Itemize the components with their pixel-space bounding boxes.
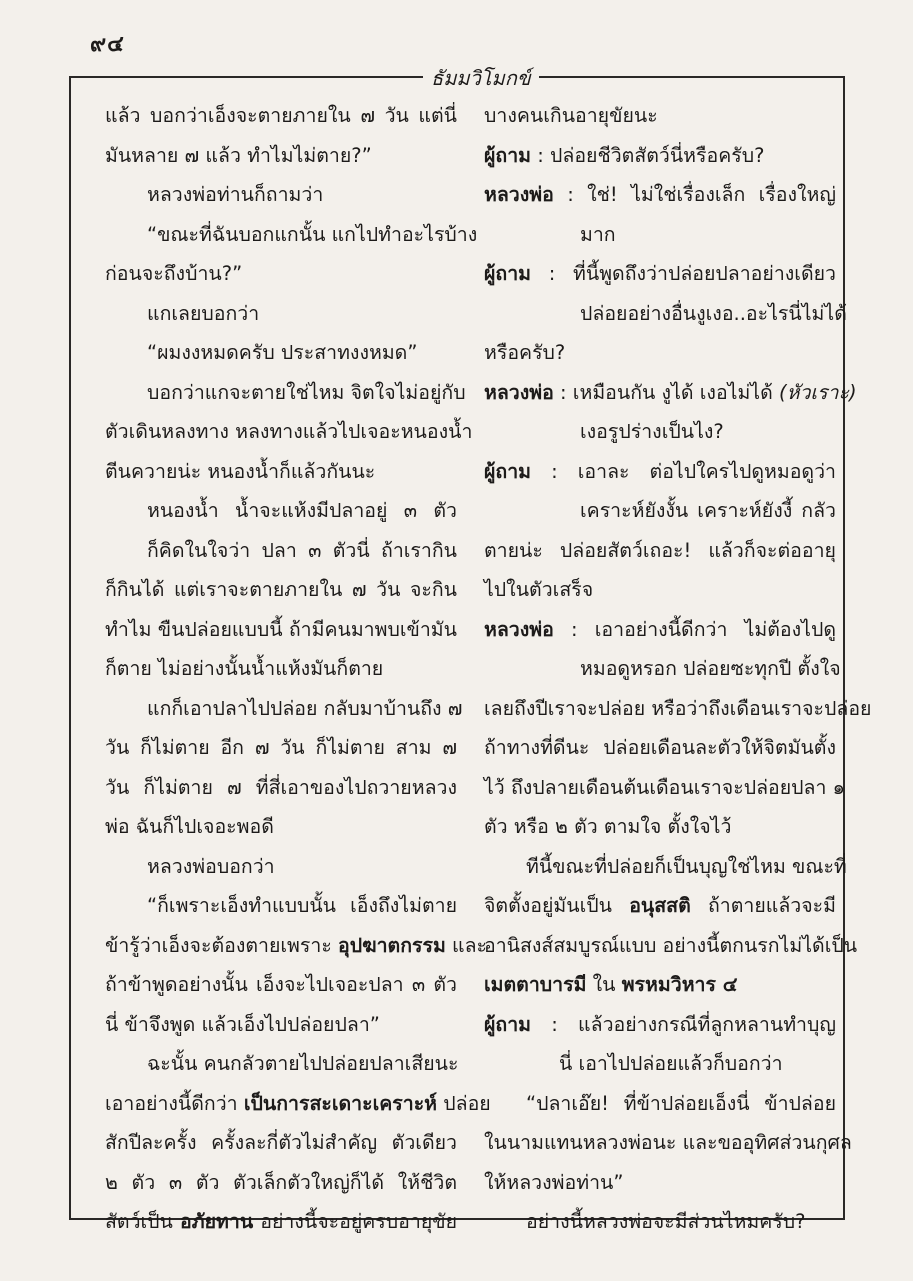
bold-term: หลวงพ่อ [484,617,554,641]
text-line [105,333,457,373]
text-line [105,531,457,571]
text-line [105,570,457,610]
text-segment: ตัว หรือ ๒ ตัว ตามใจ ตั้งใจไว้ [484,815,732,838]
text-segment: หมอดูหรอก ปล่อยซะทุกปี ตั้งใจ [580,657,841,680]
text-segment: พ่อ ฉันก็ไปเจอะพอดี [105,815,274,838]
text-line [105,373,466,413]
text-line [105,215,478,255]
text-line [484,768,846,808]
text-segment: แล้ว บอกว่าเอ็งจะตายภายใน ๗ วัน แต่นี่ [105,104,457,127]
text-segment: : เอาอย่างนี้ดีกว่า ไม่ต้องไปดู [553,617,836,641]
text-segment: วัน ก็ไม่ตาย ๗ ที่สี่เอาของไปถวายหลวง [105,775,457,799]
text-segment: นี่ เอาไปปล่อยแล้วก็บอกว่า [559,1052,783,1075]
running-header: ธัมมวิโมกข์ [423,62,539,94]
text-segment: ใน [586,973,622,996]
text-line [484,215,836,255]
text-line [484,1005,836,1045]
text-segment: : ปล่อยชีวิตสัตว์นี่หรือครับ? [531,143,765,167]
text-segment: สัตว์เป็น [105,1210,181,1233]
text-line [105,847,457,887]
text-line [105,1123,457,1163]
text-line [105,96,457,136]
text-line [105,886,457,926]
text-line [484,1084,836,1124]
text-segment: ก็กินได้ แต่เราจะตายภายใน ๗ วัน จะกิน [105,578,457,601]
text-line [484,294,847,334]
text-line [105,965,457,1005]
page-number: ๙๔ [90,32,125,57]
bold-term: เป็นการสะเดาะเคราะห์ [243,1091,438,1115]
text-segment: : เอาละ ต่อไปใครไปดูหมอดูว่า [531,459,836,483]
text-line [105,491,457,531]
text-line [105,136,457,176]
text-line [484,491,836,531]
text-line [105,1084,491,1124]
text-line [105,1044,457,1084]
text-segment: ก็คิดในใจว่า ปลา ๓ ตัวนี่ ถ้าเรากิน [147,538,457,562]
text-segment: แกเลยบอกว่า [147,301,260,325]
text-line [105,1163,457,1203]
text-segment: ก็ตาย ไม่อย่างนั้นน้ำแห้งมันก็ตาย [105,657,384,680]
bold-term: อุปฆาตกรรม [338,933,446,957]
text-line [484,254,836,294]
text-line [484,1123,852,1163]
bold-term: หลวงพ่อ [484,183,554,206]
text-segment: นี่ ข้าจึงพูด แล้วเอ็งไปปล่อยปลา” [105,1012,380,1036]
text-segment: เงอรูปร่างเป็นไง? [580,420,724,443]
text-line [484,1163,836,1203]
text-segment: ตีนควายน่ะ หนองน้ำก็แล้วกันนะ [105,459,376,483]
bold-term: พรหมวิหาร ๔ [621,973,738,996]
text-segment: อย่างนี้จะอยู่ครบอายุขัย [253,1210,457,1233]
text-line [105,610,457,650]
text-segment: สักปีละครั้ง ครั้งละกี่ตัวไม่สำคัญ ตัวเดียว [105,1131,457,1154]
text-segment: : ใช่! ไม่ใช่เรื่องเล็ก เรื่องใหญ่ [553,183,836,206]
text-line [105,926,488,966]
text-segment: ถ้าทางที่ดีนะ ปล่อยเดือนละตัวให้จิตมันตั้ง [484,736,836,759]
text-segment: ปล่อยอย่างอื่นงูเงอ..อะไรนี่ไม่ได้ [580,301,847,325]
text-line [105,728,457,768]
text-segment: มันหลาย ๗ แล้ว ทำไมไม่ตาย?” [105,143,372,167]
text-line [105,807,457,847]
text-segment: บางคนเกินอายุขัยนะ [484,104,658,127]
text-line [105,175,457,215]
text-segment: : เหมือนกัน งูได้ เงอไม่ได้ [553,380,779,404]
text-segment: หลวงพ่อท่านก็ถามว่า [147,183,324,206]
text-line [484,531,836,571]
text-line [484,610,836,650]
text-segment: วัน ก็ไม่ตาย อีก ๗ วัน ก็ไม่ตาย สาม ๗ [105,736,457,759]
text-segment: ฉะนั้น คนกลัวตายไปปล่อยปลาเสียนะ [147,1052,459,1075]
text-segment: เอาอย่างนี้ดีกว่า [105,1091,244,1115]
text-segment: มาก [580,222,616,246]
text-segment: : ที่นี้พูดถึงว่าปล่อยปลาอย่างเดียว [531,262,836,285]
text-segment: ก่อนจะถึงบ้าน?” [105,262,243,285]
text-segment: ถ้าข้าพูดอย่างนั้น เอ็งจะไปเจอะปลา ๓ ตัว [105,973,457,996]
text-segment: “ก็เพราะเอ็งทำแบบนั้น เอ็งถึงไม่ตาย [147,894,457,917]
text-segment: บอกว่าแกจะตายใช่ไหม จิตใจไม่อยู่กับ [147,380,466,404]
text-line [484,847,847,887]
bold-term: ผู้ถาม [484,143,532,167]
text-line [484,412,836,452]
text-segment: ให้หลวงพ่อท่าน” [484,1170,624,1194]
text-line [484,965,836,1005]
text-segment: ทีนี้ขณะที่ปล่อยก็เป็นบุญใช่ไหม ขณะที่ [526,854,847,878]
text-line [484,807,836,847]
text-segment: ปล่อย [437,1091,491,1115]
bold-term: อนุสสติ [629,894,691,917]
text-line [484,570,836,610]
bold-term: ผู้ถาม [484,459,532,483]
text-line [105,649,457,689]
bold-term: หลวงพ่อ [484,380,554,404]
text-segment: : แล้วอย่างกรณีที่ลูกหลานทำบุญ [531,1012,836,1036]
text-segment: “ผมงงหมดครับ ประสาทงงหมด” [147,341,418,364]
text-segment: ทำไม ขืนปล่อยแบบนี้ ถ้ามีคนมาพบเข้ามัน [105,617,457,641]
bold-term: ผู้ถาม [484,262,532,285]
text-line [484,728,836,768]
text-segment: หนองน้ำ น้ำจะแห้งมีปลาอยู่ ๓ ตัว [147,499,457,522]
text-line [484,373,857,413]
text-segment: หลวงพ่อบอกว่า [147,854,275,878]
text-segment: อย่างนี้หลวงพ่อจะมีส่วนไหมครับ? [526,1210,806,1233]
text-segment: เลยถึงปีเราจะปล่อย หรือว่าถึงเดือนเราจะปล่อย [484,696,872,720]
text-segment: จิตตั้งอยู่มันเป็น [484,894,630,917]
text-line [484,175,836,215]
bold-term: ผู้ถาม [484,1012,532,1036]
text-segment: ๒ ตัว ๓ ตัว ตัวเล็กตัวใหญ่ก็ได้ ให้ชีวิต [105,1170,457,1194]
text-segment: “ปลาเอ๊ย! ที่ข้าปล่อยเอ็งนี่ ข้าปล่อย [526,1091,836,1115]
text-line [105,689,463,729]
text-segment: หรือครับ? [484,341,566,364]
text-line [484,452,836,492]
text-segment: ถ้าตายแล้วจะมี [690,894,836,917]
text-line [105,254,457,294]
bold-term: อภัยทาน [180,1210,254,1233]
text-line [484,333,836,373]
text-line [484,649,841,689]
bold-term: เมตตาบารมี [484,973,587,996]
text-line [105,1202,457,1242]
text-segment: แกก็เอาปลาไปปล่อย กลับมาบ้านถึง ๗ [147,696,463,720]
text-segment: ตัวเดินหลงทาง หลงทางแล้วไปเจอะหนองน้ำ [105,420,473,443]
text-segment: ไปในตัวเสร็จ [484,578,594,601]
left-column [105,96,491,1242]
text-line [105,294,457,334]
text-line [484,926,858,966]
text-line [484,136,836,176]
text-segment: ข้ารู้ว่าเอ็งจะต้องตายเพราะ [105,933,339,957]
text-line [484,886,836,926]
text-segment: อานิสงส์สมบูรณ์แบบ อย่างนี้ตกนรกไม่ได้เป็น [484,933,858,957]
text-segment: “ขณะที่ฉันบอกแกนั้น แกไปทำอะไรบ้าง [147,222,478,246]
text-segment: และ [445,933,488,957]
text-line [105,452,457,492]
text-line [105,768,457,808]
text-line [484,1202,836,1242]
right-column [484,96,872,1242]
text-line [105,1005,457,1045]
text-segment: ไว้ ถึงปลายเดือนต้นเดือนเราจะปล่อยปลา ๑ [484,775,846,799]
italic-note: (หัวเราะ) [778,380,857,404]
text-line [484,1044,836,1084]
text-line [484,689,872,729]
text-line [105,412,473,452]
text-segment: ในนามแทนหลวงพ่อนะ และขออุทิศส่วนกุศล [484,1131,852,1154]
text-segment: ตายน่ะ ปล่อยสัตว์เถอะ! แล้วก็จะต่ออายุ [484,538,836,562]
text-segment: เคราะห์ยังงั้น เคราะห์ยังงี้ กลัว [580,499,836,522]
text-line [484,96,836,136]
